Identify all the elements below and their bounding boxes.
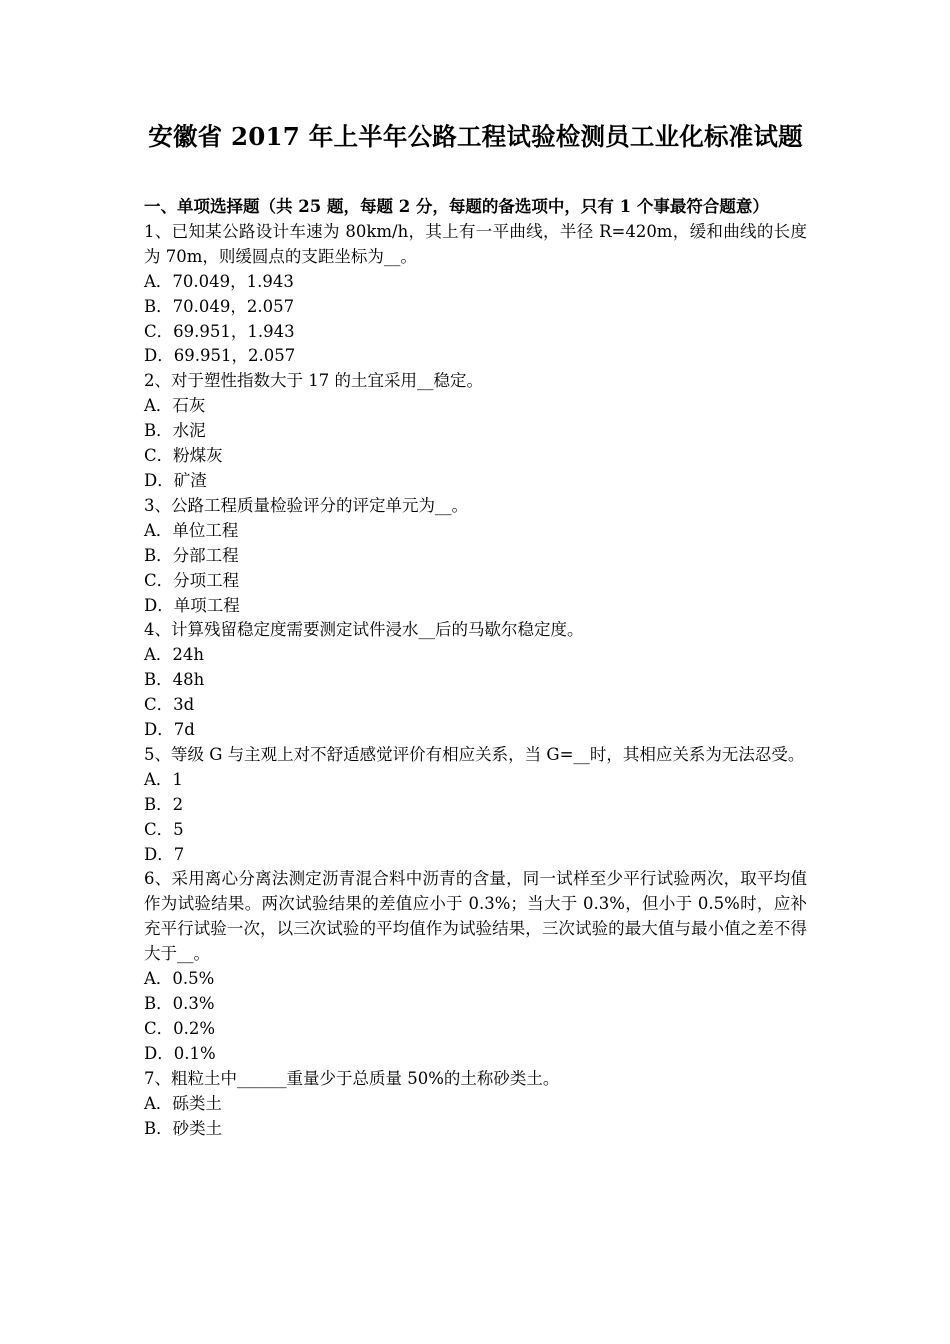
answer-option: A．0.5% [144, 969, 215, 989]
document-title: 安徽省 2017 年上半年公路工程试验检测员工业化标准试题 [148, 122, 803, 151]
question-6 [144, 867, 807, 1066]
question-stem: 3、公路工程质量检验评分的评定单元为__。 [144, 495, 468, 515]
answer-option: C．粉煤灰 [144, 446, 223, 466]
question-2 [144, 369, 807, 494]
answer-option: D．矿渣 [144, 470, 207, 490]
answer-option: A．24h [144, 645, 205, 665]
question-stem: 1、已知某公路设计车速为 80km/h，其上有一平曲线，半径 R=420m，缓和曲线的长度为 70m，则缓圆点的支距坐标为__。 [144, 221, 807, 266]
answer-option: A．砾类土 [144, 1093, 222, 1113]
question-4 [144, 618, 807, 743]
answer-option: D．7d [144, 720, 195, 740]
answer-option: C．0.2% [144, 1018, 216, 1038]
section-heading: 一、单项选择题（共 25 题，每题 2 分，每题的备选项中，只有 1 个事最符合题意） [144, 197, 769, 216]
answer-option: B．0.3% [144, 994, 215, 1013]
answer-option: A．70.049，1.943 [144, 271, 294, 291]
answer-option: D．单项工程 [144, 595, 240, 615]
answer-option: D．69.951，2.057 [144, 346, 296, 366]
question-stem: 2、对于塑性指数大于 17 的土宜采用__稳定。 [144, 371, 483, 391]
answer-option: C．5 [144, 819, 184, 839]
answer-option: A．石灰 [144, 396, 206, 416]
question-stem: 6、采用离心分离法测定沥青混合料中沥青的含量，同一试样至少平行试验两次，取平均值作为试验结果。两次试验结果的差值应小于 0.3%；当大于 0.3%，但小于 0.5%时，应补充平行试验一次，以三次试验的平均值作为试验结果，三次试验的最大值与最小值之差不得大于__。 [144, 869, 807, 964]
answer-option: C．3d [144, 695, 195, 715]
answer-option: B．砂类土 [144, 1118, 223, 1138]
answer-option: B．分部工程 [144, 545, 239, 565]
question-stem: 7、粗粒土中______重量少于总质量 50%的土称砂类土。 [144, 1068, 560, 1088]
answer-option: A．1 [144, 769, 183, 789]
answer-option: B．水泥 [144, 421, 206, 441]
question-stem: 4、计算残留稳定度需要测定试件浸水__后的马歇尔稳定度。 [144, 620, 584, 640]
answer-option: D．7 [144, 844, 185, 864]
answer-option: B．2 [144, 794, 184, 814]
question-list [144, 220, 807, 1142]
question-3 [144, 494, 807, 619]
question-5 [144, 743, 807, 868]
answer-option: C．69.951，1.943 [144, 321, 295, 341]
question-stem: 5、等级 G 与主观上对不舒适感觉评价有相应关系，当 G=__时，其相应关系为无法忍受。 [144, 744, 805, 764]
answer-option: D．0.1% [144, 1043, 216, 1063]
answer-option: A．单位工程 [144, 520, 239, 540]
question-1 [144, 220, 807, 369]
answer-option: B．70.049，2.057 [144, 296, 295, 316]
answer-option: C．分项工程 [144, 570, 240, 590]
answer-option: B．48h [144, 670, 205, 690]
question-7 [144, 1067, 807, 1142]
